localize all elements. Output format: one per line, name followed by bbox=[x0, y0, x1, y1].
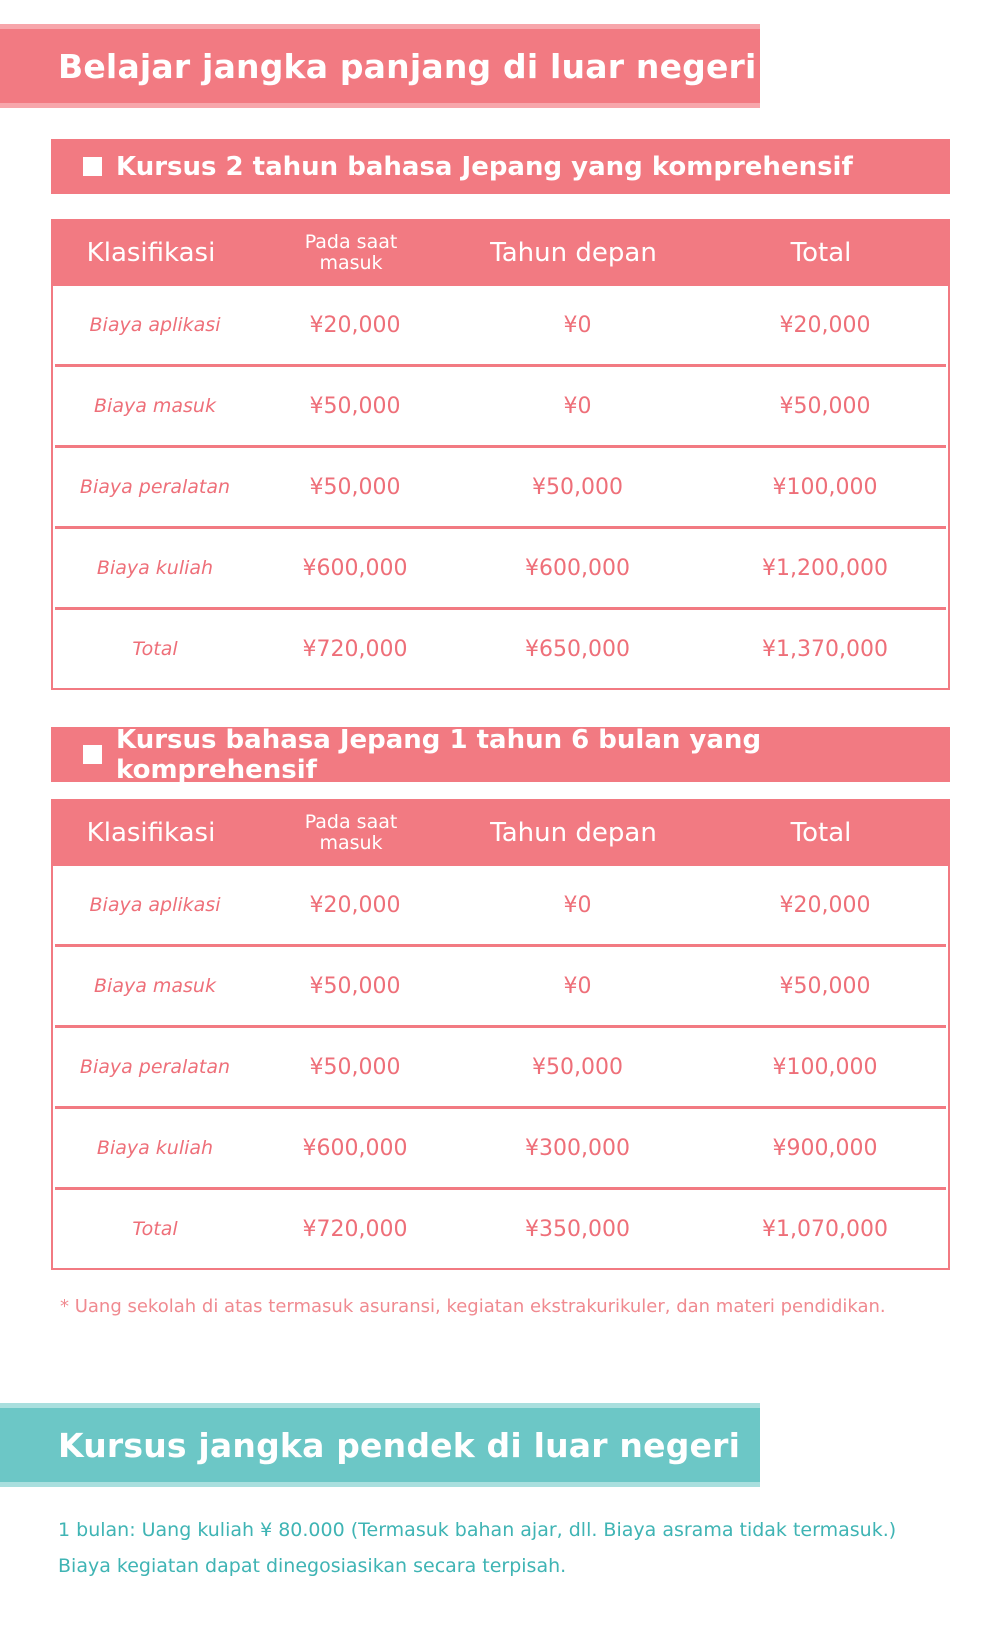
cell-entry: ¥50,000 bbox=[309, 393, 401, 419]
long-term-title: Belajar jangka panjang di luar negeri bbox=[58, 46, 757, 86]
table-header-row bbox=[51, 799, 950, 866]
table-row bbox=[55, 529, 946, 610]
table-row bbox=[55, 448, 946, 529]
cell-total: ¥100,000 bbox=[772, 1054, 878, 1080]
row-label: Biaya aplikasi bbox=[89, 894, 221, 916]
table-row bbox=[55, 367, 946, 448]
row-label: Total bbox=[132, 638, 178, 660]
cell-next: ¥600,000 bbox=[525, 555, 630, 581]
row-label: Biaya kuliah bbox=[96, 1137, 214, 1159]
cell-entry: ¥600,000 bbox=[302, 555, 408, 581]
table-row-total bbox=[55, 1190, 946, 1268]
table-row bbox=[55, 1109, 946, 1190]
cell-entry: ¥720,000 bbox=[302, 1216, 408, 1242]
short-term-title: Kursus jangka pendek di luar negeri bbox=[58, 1425, 741, 1465]
row-label: Biaya peralatan bbox=[79, 1056, 231, 1078]
row-label: Biaya peralatan bbox=[79, 476, 231, 498]
table-row bbox=[55, 947, 946, 1028]
cell-next: ¥0 bbox=[563, 973, 592, 999]
table-header-row bbox=[51, 219, 950, 286]
cell-entry: ¥600,000 bbox=[302, 1135, 408, 1161]
square-bullet-icon bbox=[83, 745, 102, 764]
table-row-total bbox=[55, 610, 946, 688]
course2-fee-table bbox=[51, 799, 950, 1270]
course2-header bbox=[51, 724, 950, 785]
course1-title: Kursus 2 tahun bahasa Jepang yang komprehensif bbox=[116, 151, 853, 182]
short-term-activity-line: Biaya kegiatan dapat dinegosiasikan secara terpisah. bbox=[58, 1555, 567, 1577]
row-label: Biaya masuk bbox=[94, 395, 216, 417]
header-next-year: Tahun depan bbox=[490, 817, 657, 848]
long-term-banner bbox=[0, 24, 760, 108]
cell-total: ¥50,000 bbox=[779, 973, 871, 999]
cell-total: ¥1,370,000 bbox=[762, 636, 888, 662]
cell-total: ¥900,000 bbox=[772, 1135, 878, 1161]
cell-next: ¥350,000 bbox=[525, 1216, 630, 1242]
fee-footnote: * Uang sekolah di atas termasuk asuransi, kegiatan ekstrakurikuler, dan materi pendidikan. bbox=[60, 1296, 886, 1317]
table-row bbox=[55, 1028, 946, 1109]
cell-total: ¥50,000 bbox=[779, 393, 871, 419]
cell-next: ¥650,000 bbox=[525, 636, 630, 662]
course1-header bbox=[51, 139, 950, 194]
short-term-fee-line: 1 bulan: Uang kuliah ¥ 80.000 (Termasuk bahan ajar, dll. Biaya asrama tidak termasuk.) bbox=[58, 1519, 897, 1541]
cell-next: ¥0 bbox=[563, 892, 592, 918]
table-row bbox=[55, 866, 946, 947]
cell-entry: ¥20,000 bbox=[309, 892, 401, 918]
row-label: Biaya aplikasi bbox=[89, 314, 221, 336]
row-label: Biaya kuliah bbox=[96, 557, 214, 579]
row-label: Biaya masuk bbox=[94, 975, 216, 997]
square-bullet-icon bbox=[83, 157, 102, 176]
header-total: Total bbox=[790, 237, 852, 268]
cell-next: ¥0 bbox=[563, 393, 592, 419]
cell-total: ¥20,000 bbox=[779, 892, 871, 918]
cell-next: ¥50,000 bbox=[532, 474, 623, 500]
cell-total: ¥100,000 bbox=[772, 474, 878, 500]
cell-entry: ¥720,000 bbox=[302, 636, 408, 662]
row-label: Total bbox=[132, 1218, 178, 1240]
header-total: Total bbox=[790, 817, 852, 848]
cell-next: ¥0 bbox=[563, 312, 592, 338]
cell-entry: ¥50,000 bbox=[309, 1054, 401, 1080]
header-classification: Klasifikasi bbox=[86, 817, 216, 848]
header-at-entry: Pada saat masuk bbox=[304, 230, 398, 274]
cell-total: ¥1,070,000 bbox=[762, 1216, 888, 1242]
cell-next: ¥50,000 bbox=[532, 1054, 623, 1080]
short-term-banner bbox=[0, 1403, 760, 1487]
cell-entry: ¥50,000 bbox=[309, 973, 401, 999]
header-classification: Klasifikasi bbox=[86, 237, 216, 268]
course2-title: Kursus bahasa Jepang 1 tahun 6 bulan yang komprehensif bbox=[116, 724, 762, 785]
header-at-entry: Pada saat masuk bbox=[304, 810, 398, 854]
cell-entry: ¥20,000 bbox=[309, 312, 401, 338]
cell-entry: ¥50,000 bbox=[309, 474, 401, 500]
cell-total: ¥20,000 bbox=[779, 312, 871, 338]
table-row bbox=[55, 286, 946, 367]
cell-next: ¥300,000 bbox=[525, 1135, 630, 1161]
course1-fee-table bbox=[51, 219, 950, 690]
cell-total: ¥1,200,000 bbox=[762, 555, 888, 581]
header-next-year: Tahun depan bbox=[490, 237, 657, 268]
